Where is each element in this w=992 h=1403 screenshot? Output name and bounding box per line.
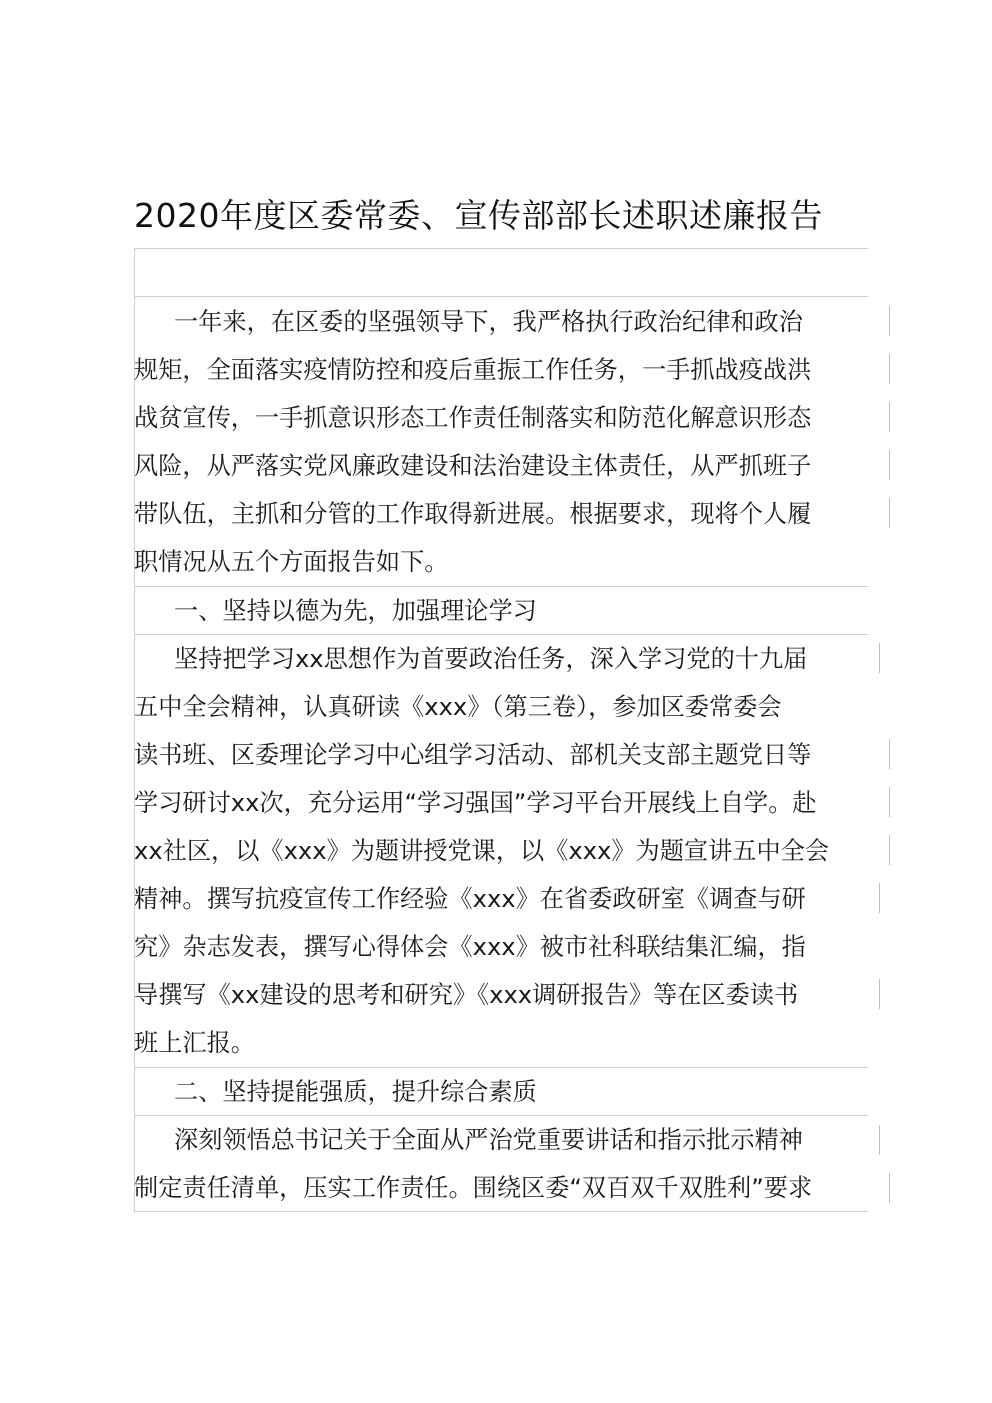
table-border-top	[134, 248, 868, 249]
section1-line: 五中全会精神，认真研读《xxx》（第三卷），参加区委常委会	[134, 693, 782, 721]
intro-line: 带队伍，主抓和分管的工作取得新进展。根据要求，现将个人履	[134, 500, 812, 528]
section1-line: 究》杂志发表，撰写心得体会《xxx》被市社科联结集汇编，指	[134, 933, 806, 961]
section1-line: 导撰写《xx建设的思考和研究》《xxx调研报告》等在区委读书	[134, 981, 799, 1009]
section1-line: 坚持把学习xx思想作为首要政治任务，深入学习党的十九届	[174, 645, 808, 673]
right-edge-mark	[879, 643, 880, 673]
section-heading: 一、坚持以德为先，加强理论学习	[174, 597, 537, 625]
right-edge-mark	[879, 1125, 880, 1155]
section1-line: 班上汇报。	[134, 1029, 255, 1057]
right-edge-mark	[889, 739, 890, 769]
section1-line: 精神。撰写抗疫宣传工作经验《xxx》在省委政研室《调查与研	[134, 885, 806, 913]
section2-line: 制定责任清单，压实工作责任。围绕区委“双百双千双胜利”要求	[134, 1174, 813, 1202]
right-edge-mark	[879, 979, 880, 1009]
section-heading: 二、坚持提能强质，提升综合素质	[174, 1078, 537, 1106]
right-edge-mark	[879, 883, 880, 913]
right-edge-mark	[889, 450, 890, 480]
intro-line: 风险，从严落实党风廉政建设和法治建设主体责任，从严抓班子	[134, 452, 812, 480]
intro-line: 职情况从五个方面报告如下。	[134, 548, 449, 576]
intro-line: 规矩，全面落实疫情防控和疫后重振工作任务，一手抓战疫战洪	[134, 356, 812, 384]
right-edge-mark	[889, 402, 890, 432]
right-edge-mark	[889, 306, 890, 336]
section1-line: 学习研讨xx次，充分运用“学习强国”学习平台开展线上自学。赴	[134, 789, 817, 817]
right-edge-mark	[889, 835, 890, 865]
right-edge-mark	[889, 787, 890, 817]
right-edge-mark	[889, 354, 890, 384]
intro-line: 战贫宣传，一手抓意识形态工作责任制落实和防范化解意识形态	[134, 404, 812, 432]
section1-line: 读书班、区委理论学习中心组学习活动、部机关支部主题党日等	[134, 741, 812, 769]
right-edge-mark	[889, 1173, 890, 1203]
row-divider	[134, 296, 868, 297]
right-edge-mark	[889, 498, 890, 528]
section1-line: xx社区，以《xxx》为题讲授党课，以《xxx》为题宣讲五中全会	[134, 837, 830, 865]
section2-line: 深刻领悟总书记关于全面从严治党重要讲话和指示批示精神	[174, 1126, 803, 1154]
intro-line: 一年来，在区委的坚强领导下，我严格执行政治纪律和政治	[174, 308, 803, 336]
document-title: 2020年度区委常委、宣传部部长述职述廉报告	[134, 196, 823, 235]
